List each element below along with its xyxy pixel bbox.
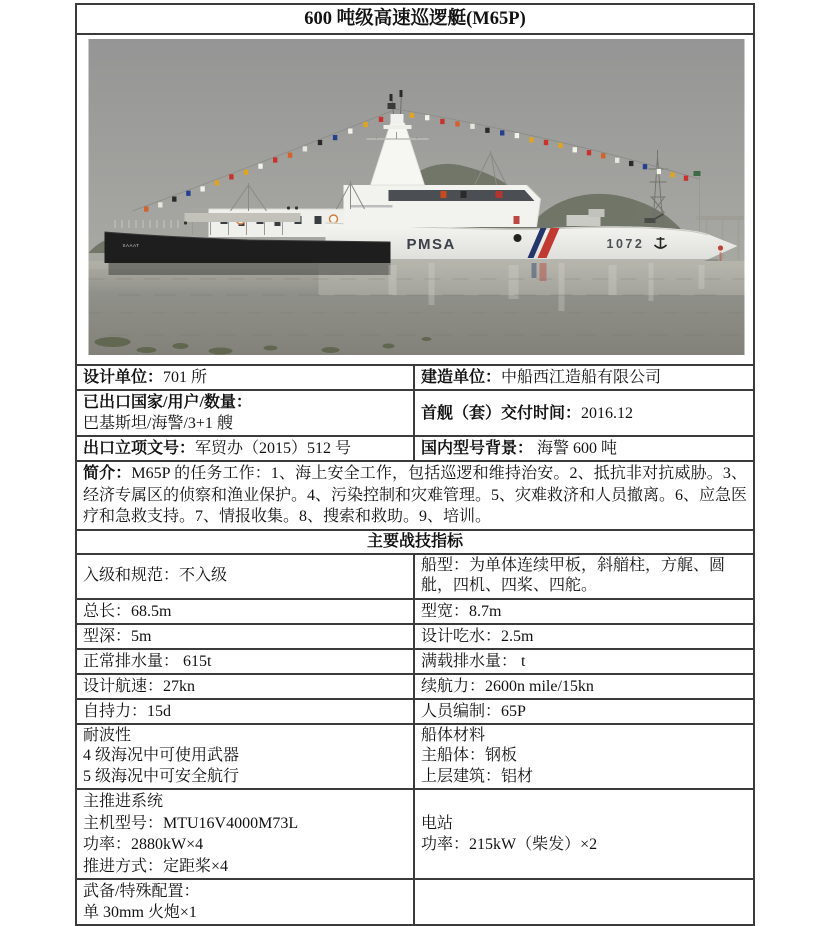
barge-bow-text: SAAAT bbox=[122, 243, 140, 248]
cell-domestic-background: 国内型号背景： 海警 600 吨 bbox=[421, 440, 618, 457]
cell-depth: 型深：5m bbox=[77, 625, 415, 648]
cell-export-approval: 出口立项文号：军贸办（2015）512 号 bbox=[77, 437, 415, 460]
title-row bbox=[77, 5, 753, 33]
page-title: 600 吨级高速巡逻艇(M65P) bbox=[304, 9, 526, 29]
photo-row bbox=[77, 33, 753, 364]
ship-photo-illustration bbox=[88, 39, 745, 355]
cell-crew: 人员编制：65P bbox=[421, 702, 526, 720]
row-export-delivery bbox=[77, 389, 753, 435]
cell-export-market: 已出口国家/用户/数量： 巴基斯坦/海警/3+1 艘 bbox=[77, 391, 415, 435]
row-speed-endurance bbox=[77, 673, 753, 698]
cell-weapons: 武备/特殊配置： 单 30mm 火炮×1 bbox=[77, 880, 415, 924]
cell-hull-material: 船体材料 主船体：钢板 上层建筑：铝材 bbox=[421, 726, 534, 785]
section-header: 主要战技指标 bbox=[366, 532, 463, 550]
row-displacement bbox=[77, 648, 753, 673]
cell-weapons-empty bbox=[415, 880, 753, 924]
cell-seakeeping: 耐波性 4 级海况中可使用武器 5 级海况中可安全航行 bbox=[77, 725, 415, 789]
hull-number: 1072 bbox=[606, 237, 645, 251]
row-design-builder bbox=[77, 364, 753, 389]
ship-photo bbox=[77, 35, 753, 364]
row-depth-draft bbox=[77, 623, 753, 648]
cell-first-delivery: 首舰（套）交付时间：2016.12 bbox=[421, 404, 634, 422]
cell-classification: 入级和规范：不入级 bbox=[77, 555, 415, 598]
row-classification-hullform bbox=[77, 553, 753, 598]
cell-full-displacement: 满载排水量： t bbox=[421, 652, 526, 670]
buoy bbox=[718, 245, 723, 250]
cell-propulsion: 主推进系统 主机型号：MTU16V4000M73L 功率：2880kW×4 推进方式：定距桨×4 bbox=[77, 790, 415, 878]
cell-self-sustain: 自持力：15d bbox=[77, 700, 415, 723]
spec-sheet-table bbox=[75, 3, 755, 926]
row-intro bbox=[77, 460, 753, 529]
row-section-header bbox=[77, 529, 753, 553]
hull-text-pmsa: PMSA bbox=[406, 236, 456, 253]
row-approval-background bbox=[77, 435, 753, 460]
cell-draft: 设计吃水：2.5m bbox=[421, 627, 534, 645]
row-length-beam bbox=[77, 598, 753, 623]
row-propulsion-power bbox=[77, 788, 753, 878]
cell-builder: 建造单位：中船西江造船有限公司 bbox=[421, 369, 662, 386]
cell-hullform: 船型：为单体连续甲板，斜艏柱，方艉、圆舭，四机、四桨、四舵。 bbox=[421, 556, 726, 594]
cell-endurance: 续航力：2600n mile/15kn bbox=[421, 677, 594, 695]
row-seakeeping-material bbox=[77, 723, 753, 789]
cell-length: 总长：68.5m bbox=[77, 600, 415, 623]
cell-beam: 型宽：8.7m bbox=[421, 602, 502, 620]
cell-power-station: 电站 功率：215kW（柴发）×2 bbox=[421, 814, 598, 853]
cell-design-speed: 设计航速：27kn bbox=[77, 675, 415, 698]
cell-design-unit: 设计单位：701 所 bbox=[77, 366, 415, 389]
row-weapons bbox=[77, 878, 753, 924]
cell-normal-displacement: 正常排水量： 615t bbox=[77, 650, 415, 673]
cell-intro: 简介：M65P 的任务工作：1、海上安全工作，包括巡逻和维持治安。2、抵抗非对抗威胁。3、经济专属区的侦察和渔业保护。4、污染控制和灾难管理。5、灾难救济和人员撤离。6、应急医疗和急救支持。7、情报收集。8、搜索和救助。9、培训。 bbox=[83, 465, 748, 525]
row-selfsustain-crew bbox=[77, 698, 753, 723]
